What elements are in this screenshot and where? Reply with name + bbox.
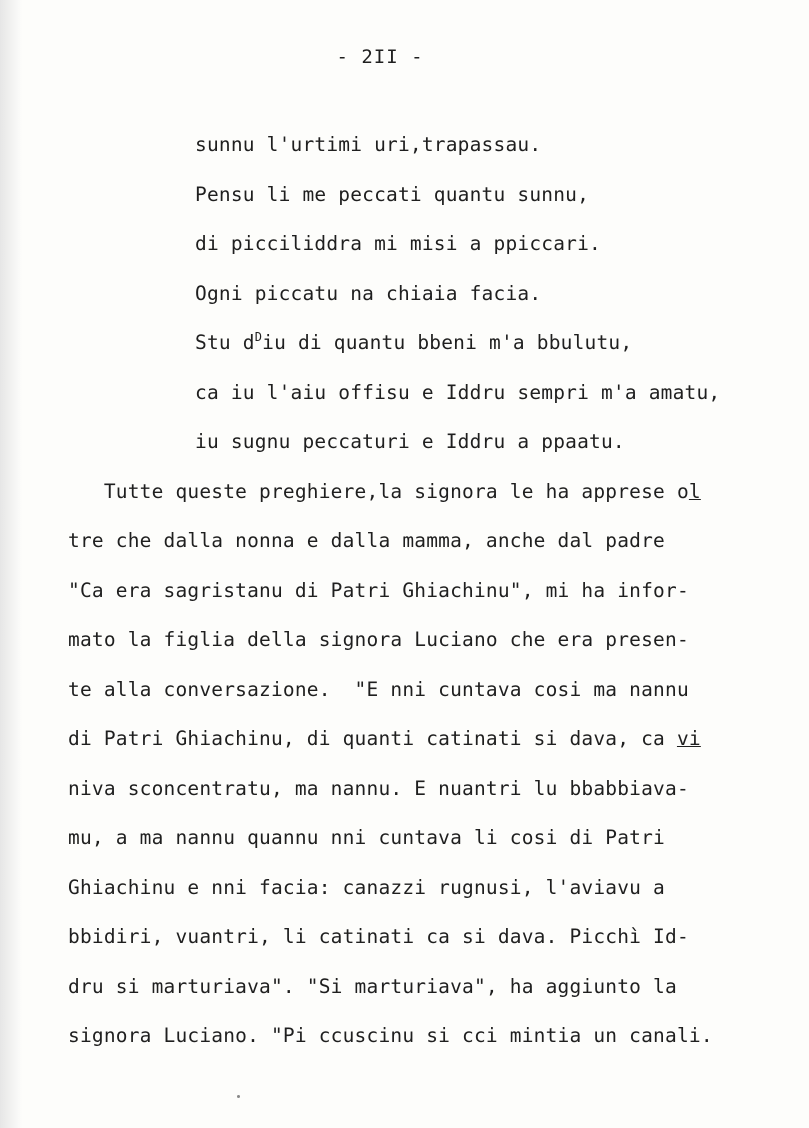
- scan-edge-shadow: [0, 0, 22, 1128]
- prose-line: dru si marturiava". "Si marturiava", ha aggiunto la: [68, 975, 677, 998]
- prose-line: mu, a ma nannu quannu nni cuntava li cosi di Patri: [68, 826, 665, 849]
- underlined-text: vi: [676, 727, 701, 750]
- prose-line: Ghiachinu e nni facia: canazzi rugnusi, l'aviavu a: [68, 876, 665, 899]
- prose-line: niva sconcentratu, ma nannu. E nuantri lu bbabbiava-: [68, 777, 689, 800]
- superscript-correction: D: [254, 330, 263, 344]
- poem-line: iu sugnu peccaturi e Iddru a ppaatu.: [195, 430, 625, 453]
- page-number: - 2II -: [336, 46, 424, 68]
- prose-line-part: Tutte queste preghiere,la signora le ha apprese o: [68, 480, 689, 503]
- poem-line: Ogni piccatu na chiaia facia.: [195, 282, 542, 305]
- prose-line: [68, 480, 701, 504]
- underlined-text: l: [688, 480, 701, 503]
- prose-line: "Ca era sagristanu di Patri Ghiachinu", mi ha infor-: [68, 579, 689, 602]
- prose-line: tre che dalla nonna e dalla mamma, anche dal padre: [68, 529, 665, 552]
- poem-line-part: Stu d: [195, 331, 255, 354]
- poem-line: [195, 331, 632, 357]
- poem-line: ca iu l'aiu offisu e Iddru sempri m'a amatu,: [195, 381, 721, 404]
- prose-line: signora Luciano. "Pi ccuscinu si cci mintia un canali.: [68, 1024, 713, 1047]
- prose-line: te alla conversazione. "E nni cuntava cosi ma nannu: [68, 678, 689, 701]
- scan-speck: [237, 1095, 240, 1098]
- poem-line-part: iu di quantu bbeni m'a bbulutu,: [262, 331, 633, 354]
- prose-line: mato la figlia della signora Luciano che era presen-: [68, 628, 689, 651]
- poem-line: sunnu l'urtimi uri,trapassau.: [195, 133, 542, 156]
- prose-line-part: di Patri Ghiachinu, di quanti catinati si dava, ca: [68, 727, 677, 750]
- prose-line: [68, 727, 701, 751]
- poem-line: Pensu li me peccati quantu sunnu,: [195, 183, 590, 206]
- poem-line: di picciliddra mi misi a ppiccari.: [195, 232, 601, 255]
- prose-line: bbidiri, vuantri, li catinati ca si dava. Picchì Id-: [68, 925, 689, 948]
